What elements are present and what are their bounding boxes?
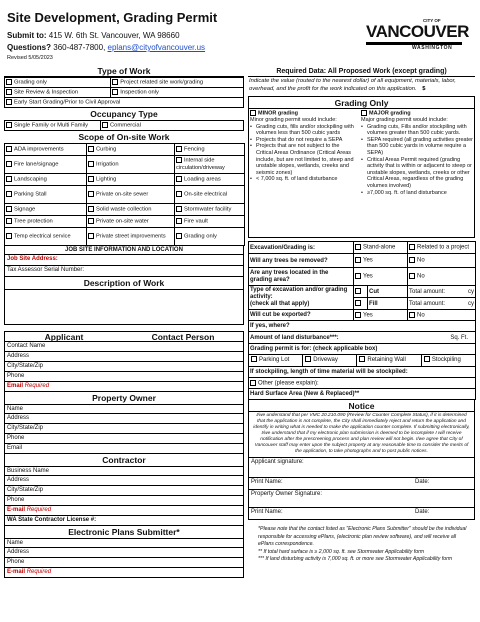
applicant-header: [4, 331, 244, 342]
tow-early-start[interactable]: Early Start Grading/Prior to Civil Approval: [5, 98, 244, 108]
notice-text: I/we understand that per VMC 20.210.090 (Review for Counter Complete Status), if it is determined that the application is not complete, the City shall immediately reject and return the application and identify in writing what is needed to make the application counter complete. If submitting electronically, I/we understand that if my electronic plan submission is deemed to be incomplete I will receive notification after the prescreening process and plan review will not begin. I/we agree that City of Vancouver staff may enter upon the subject property at any reasonable time to consider the merits of the application, to take photographs and to post public notices.: [253, 413, 470, 454]
exported-no[interactable]: No: [408, 310, 476, 321]
minor-grading-checkbox[interactable]: MINOR grading: [250, 110, 356, 117]
contractor-city[interactable]: City/State/Zip: [4, 486, 244, 496]
right-column: [248, 66, 475, 564]
job-site-title: JOB SITE INFORMATION AND LOCATION: [4, 246, 244, 255]
tax-serial-field[interactable]: Tax Assessor Serial Number:: [4, 266, 244, 277]
minor-grading: MINOR grading Minor grading permit would include: • Grading cuts, fills and/or stockpiling with volumes less than 500 cubic yards • Projects that do not require a SEPA • Projects that are not subject to the Critical Areas Ordinance (Critical Areas include, but are not limited to, steep and unstable slopes, wetlands, creeks and seismic zones) • < 7,000 sq. ft. of land disturbance: [250, 110, 356, 183]
contact-person-title: Contact Person: [151, 332, 215, 342]
scope-onsite-electrical[interactable]: On-site electrical: [175, 186, 245, 204]
contractor-phone[interactable]: Phone: [4, 496, 244, 506]
scope-fire-vault[interactable]: Fire vault: [175, 216, 245, 228]
hard-surface-field[interactable]: Hard Surface Area (New & Replaced)**: [249, 389, 476, 400]
cut-total[interactable]: Total amount: cy: [408, 286, 476, 298]
owner-city[interactable]: City/State/Zip: [4, 424, 244, 434]
logo-washington: WASHINGTON: [412, 45, 453, 51]
trees-removed-no[interactable]: No: [408, 254, 476, 268]
fill-checkbox[interactable]: [354, 298, 368, 310]
applicant-contact-name[interactable]: Contact Name: [4, 342, 244, 352]
scope-stormwater[interactable]: Stormwater facility: [175, 204, 245, 216]
footnote-eplans: *Please note that the contact listed as "Electronic Plans Submitter" should be the individual responsible for accessing ePlans, (electronic plan review software), and will receive all ePlans correspondence.: [258, 526, 467, 548]
owner-email[interactable]: Email: [4, 444, 244, 454]
permit-for-label: Grading permit is for: (check applicable box): [249, 344, 476, 355]
applicant-email[interactable]: Email Required: [4, 382, 244, 392]
excavation-label: Excavation/Grading is:: [249, 242, 354, 254]
exported-label: Will cut be exported?: [249, 310, 354, 321]
occupancy-single-family[interactable]: Single Family or Multi Family: [5, 121, 101, 131]
occupancy-commercial[interactable]: Commercial: [101, 121, 244, 131]
grading-questions: [248, 241, 476, 400]
standalone-option[interactable]: Stand-alone: [354, 242, 408, 254]
valuation-text: Indicate the value (routed to the nearest dollar) of all equipment, materials, labor, overhead, and the profit for the work indicated on this application. $: [249, 78, 456, 92]
type-of-work-title: Type of Work: [4, 66, 244, 77]
city-logo: [366, 18, 469, 58]
permit-options: [249, 355, 476, 367]
scope-signage[interactable]: Signage: [5, 204, 87, 216]
land-disturbance-field[interactable]: Amount of land disturbance***: Sq. Ft.: [249, 332, 476, 344]
questions-email[interactable]: eplans@cityofvancouver.us: [107, 43, 206, 52]
trees-located-no[interactable]: No: [408, 268, 476, 286]
exported-yes[interactable]: Yes: [354, 310, 408, 321]
owner-name[interactable]: Name: [4, 404, 244, 414]
permit-driveway[interactable]: Driveway: [303, 355, 357, 366]
owner-date-label[interactable]: Date:: [415, 509, 430, 515]
trees-located-yes[interactable]: Yes: [354, 268, 408, 286]
logo-city-of: CITY OF: [423, 18, 441, 23]
scope-title: Scope of On-site Work: [78, 132, 170, 142]
description-title: Description of Work: [4, 277, 244, 289]
fill-label: Fill: [368, 298, 408, 310]
tow-project-related[interactable]: Project related site work/grading: [111, 78, 244, 88]
scope-fire-lane[interactable]: Fire lane/signage: [5, 156, 87, 174]
applicant-address[interactable]: Address: [4, 352, 244, 362]
scope-parking-stall[interactable]: Parking Stall: [5, 186, 87, 204]
footnote-land-disturbance: *** If land disturbing activity is 7,000 sq. ft. or more see Stormwater Applicability form: [258, 556, 453, 563]
valuation-title: Required Data: All Proposed Work (except grading): [248, 66, 475, 77]
footnote-hard-surface: ** If total hard surface is ≥ 2,000 sq. ft. see Stormwater Applicability form: [258, 548, 425, 555]
eplans-address[interactable]: Address: [4, 548, 244, 558]
applicant-phone[interactable]: Phone: [4, 372, 244, 382]
major-grading-checkbox[interactable]: MAJOR grading: [361, 110, 474, 117]
scope-fencing[interactable]: Fencing: [175, 144, 245, 156]
contractor-business-name[interactable]: Business Name: [4, 466, 244, 476]
contractor-email[interactable]: E-mail Required: [4, 506, 244, 516]
occupancy-table: [4, 120, 244, 131]
owner-title: Property Owner: [4, 392, 244, 404]
valuation-dollar[interactable]: $: [422, 85, 426, 92]
trees-located-label: Are any trees located in the grading area?: [249, 268, 354, 286]
logo-vancouver: VANCOUVER: [366, 22, 469, 41]
major-grading: MAJOR grading Major grading permit would include: • Grading cuts, Fills and/or stockpiling with volumes greater than 500 cubic yards. • SEPA required (all grading activities greater than 500 cubic yards in volume require a SEPA) • Critical Areas Permit required (grading activity that is within or adjacent to steep or unstable slopes, wetlands, creeks or other Critical Areas, regardless of the grading volumes involved) • ≥7,000 sq. ft. of land disturbance: [361, 110, 474, 196]
notice-box: [248, 400, 475, 520]
scope-lighting[interactable]: Lighting: [87, 174, 175, 186]
related-option[interactable]: Related to a project: [408, 242, 476, 254]
questions-line: [7, 43, 205, 52]
contractor-address[interactable]: Address: [4, 476, 244, 486]
scope-internal-circulation[interactable]: Internal side circulation/driveway: [175, 156, 245, 174]
fill-total[interactable]: Total amount: cy: [408, 298, 476, 310]
scope-curbing[interactable]: Curbing: [87, 144, 175, 156]
type-excavation-label: Type of excavation and/or grading activity: (check all that apply): [249, 286, 354, 310]
scope-tree-protection[interactable]: Tree protection: [5, 216, 87, 228]
applicant-date-label[interactable]: Date:: [415, 479, 430, 485]
eplans-phone[interactable]: Phone: [4, 558, 244, 568]
applicant-city[interactable]: City/State/Zip: [4, 362, 244, 372]
cut-label: Cut: [368, 286, 408, 298]
job-site-address-field[interactable]: Job Site Address:: [4, 255, 244, 266]
other-explain-field[interactable]: Other (please explain):: [249, 378, 476, 389]
submit-address: 415 W. 6th St. Vancouver, WA 98660: [48, 31, 180, 40]
applicant-signature-field[interactable]: Applicant signature:: [249, 457, 474, 477]
description-field[interactable]: [4, 289, 244, 325]
notice-title: Notice: [249, 400, 474, 412]
submit-line: [7, 31, 180, 40]
tow-inspection-only[interactable]: Inspection only: [111, 88, 244, 98]
scope-table: [4, 143, 245, 246]
applicant-print-name-field[interactable]: Print Name: Date:: [249, 477, 474, 489]
scope-grading-only[interactable]: Grading only: [175, 228, 245, 246]
revised-date: Revised 5/05/2023: [7, 55, 53, 61]
scope-solid-waste[interactable]: Solid waste collection: [87, 204, 175, 216]
eplans-title: Electronic Plans Submitter*: [4, 526, 244, 538]
applicant-title: Applicant: [44, 332, 84, 342]
trees-removed-yes[interactable]: Yes: [354, 254, 408, 268]
scope-private-street[interactable]: Private street improvements: [87, 228, 175, 246]
occupancy-title: Occupancy Type: [90, 109, 158, 119]
questions-phone: 360-487-7800,: [53, 43, 106, 52]
footnotes: [248, 520, 475, 564]
eplans-email[interactable]: E-mail Required: [4, 568, 244, 578]
owner-address[interactable]: Address: [4, 414, 244, 424]
scope-landscaping[interactable]: Landscaping: [5, 174, 87, 186]
grading-only-title: Grading Only: [249, 97, 474, 109]
stockpiling-length-field[interactable]: If stockpiling, length of time material will be stockpiled:: [249, 367, 476, 378]
contractor-title: Contractor: [4, 454, 244, 466]
permit-retaining-wall[interactable]: Retaining Wall: [357, 355, 421, 366]
owner-phone[interactable]: Phone: [4, 434, 244, 444]
submit-label: Submit to:: [7, 31, 47, 40]
scope-private-water[interactable]: Private on-site water: [87, 216, 175, 228]
trees-removed-label: Will any trees be removed?: [249, 254, 354, 268]
form-title: Site Development, Grading Permit: [7, 10, 218, 25]
scope-private-sewer[interactable]: Private on-site sewer: [87, 186, 175, 204]
grading-only-box: [248, 96, 475, 238]
if-yes-where-field[interactable]: If yes, where?: [249, 321, 476, 332]
contractor-license[interactable]: WA State Contractor License #:: [4, 516, 244, 526]
left-column: [4, 66, 244, 578]
scope-temp-electrical[interactable]: Temp electrical service: [5, 228, 87, 246]
permit-parking-lot[interactable]: Parking Lot: [249, 355, 303, 366]
questions-label: Questions?: [7, 43, 52, 52]
scope-irrigation[interactable]: Irrigation: [87, 156, 175, 174]
type-of-work-table: [4, 77, 244, 108]
owner-signature-field[interactable]: Property Owner Signature:: [249, 489, 474, 507]
eplans-name[interactable]: Name: [4, 538, 244, 548]
scope-loading-areas[interactable]: Loading areas: [175, 174, 245, 186]
scope-ada[interactable]: ADA improvements: [5, 144, 87, 156]
owner-print-name-field[interactable]: Print Name: Date:: [249, 507, 474, 519]
tow-site-review[interactable]: Site Review & Inspection: [5, 88, 111, 98]
cut-checkbox[interactable]: [354, 286, 368, 298]
permit-stockpiling[interactable]: Stockpiling: [422, 355, 475, 366]
tow-grading-only[interactable]: Grading only: [5, 78, 111, 88]
